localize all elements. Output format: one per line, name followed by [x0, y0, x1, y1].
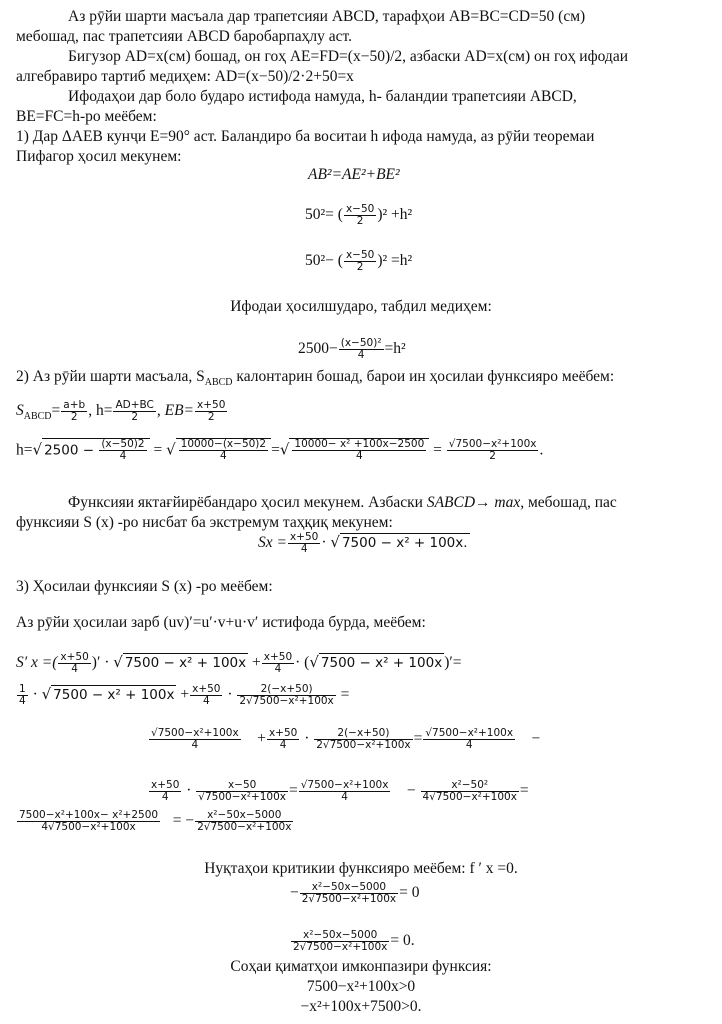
- transform-intro: Ифодаи ҳосилшударо, табдил медиҳем:: [230, 298, 492, 315]
- section-1-line-2: Пифагор ҳосил мекунем:: [16, 148, 182, 165]
- fraction: $\frac{\text{√7500−x²+100x}}{4}$: [300, 779, 389, 803]
- fraction: $\frac{2(-x+50)}{\text{2√7500−x²+100x}}$: [239, 683, 334, 707]
- para-3-line-2: BE=FC=h-ро меёбем:: [16, 108, 157, 125]
- fraction: $\frac{x-50}{2}$: [345, 249, 375, 273]
- section-1-line-1: 1) Дар ΔAEB кунҷи E=90° аст. Баландиро ба воситаи h ифода намуда, аз рӯйи теоремаи: [16, 128, 595, 145]
- fraction: $\frac{x-50}{\text{√7500−x²+100x}}$: [198, 779, 286, 803]
- fraction: $\frac{\text{x²−50x−5000}}{\text{2√7500−x²+100x}}$: [197, 809, 292, 833]
- para-1-line-2: мебошад, пас трапетсияи ABCD баробарпаҳлу аст.: [16, 28, 352, 45]
- sx-formula: Sx = $\frac{x+50}{4}$ · √ 7500 − x² + 100x.: [258, 531, 468, 555]
- derivative-line-1: S′ x =( $\frac{x+50}{4}$ )′ · √ 7500 − x² + 100x + $\frac{x+50}{4}$ · (√ 7500 − x² + 100x )′=: [16, 651, 462, 675]
- fraction: $\frac{\text{x²−50x−5000}}{\text{2√7500−x²+100x}}$: [301, 881, 397, 905]
- fraction: $\frac{2(-x+50)}{\text{2√7500−x²+100x}}$: [316, 727, 411, 751]
- domain-inequality-1: 7500−x²+100x>0: [306, 978, 416, 995]
- derivative-line-4: $\frac{x+50}{4}$ · $\frac{x-50}{\text{√7500−x²+100x}}$ = $\frac{\text{√7500−x²+100x}}{4}$ − $\frac{\text{x²−50²}}{\text{4√7500−x²+100x}}$ =: [151, 779, 529, 803]
- derivative-line-3: $\frac{\text{√7500−x²+100x}}{4}$ + $\frac{x+50}{4}$ · $\frac{2(-x+50)}{\text{2√7500−x²+100x}}$ = $\frac{\text{√7500−x²+100x}}{4}$ −: [151, 727, 541, 751]
- para-4-line-2: функсияи S (x) -ро нисбат ба экстремум таҳқиқ мекунем:: [16, 514, 393, 531]
- fraction: $\frac{1}{4}$: [19, 683, 26, 707]
- area-formula: $S_{ABCD}=$ $\frac{a+b}{2}$ , h= $\frac{AD+BC}{2}$ , EB= $\frac{x+50}{2}$: [16, 399, 226, 423]
- fraction: $\frac{x+50}{4}$: [268, 727, 298, 751]
- fraction: $\frac{\text{√7500−x²+100x}}{4}$: [425, 727, 514, 751]
- para-2-line-2: алгебравиро тартиб медиҳем: AD=(x−50)/2·2+50=x: [16, 68, 354, 85]
- derivative-line-2: $\frac{1}{4}$ · √ 7500 − x² + 100x + $\frac{x+50}{4}$ · $\frac{2(-x+50)}{\text{2√7500−x²+100x}}$ =: [19, 683, 350, 707]
- fraction: $\frac{\text{(x−50)²}}{4}$: [340, 337, 382, 361]
- critical-equation-2: $\frac{\text{x²−50x−5000}}{\text{2√7500−x²+100x}}$ = 0.: [293, 929, 415, 953]
- fraction: $\frac{\text{7500−x²+100x− x²+2500}}{\text{4√7500−x²+100x}}$: [19, 809, 159, 833]
- fraction: $\frac{x+50}{4}$: [60, 651, 89, 675]
- pythagoras-equation: AB²=AE²+BE²: [308, 166, 400, 183]
- equation-3: 50²− ( $\frac{x-50}{2}$ )² =h²: [305, 249, 413, 273]
- equation-2: 50²= ( $\frac{x-50}{2}$ )² +h²: [305, 203, 413, 227]
- fraction: $\frac{\text{√7500−x²+100x}}{2}$: [448, 438, 537, 463]
- fraction: $\frac{x+50}{2}$: [197, 399, 226, 423]
- product-rule: Аз рӯйи ҳосилаи зарб (uv)′=u′·v+u·v′ истифода бурда, меёбем:: [16, 614, 426, 631]
- critical-equation-1: − $\frac{\text{x²−50x−5000}}{\text{2√7500−x²+100x}}$ = 0: [290, 881, 420, 905]
- para-2-line-1: Бигузор AD=x(см) бошад, он гоҳ AE=FD=(x−50)/2, азбаски AD=x(см) он гоҳ ифодаи: [68, 48, 628, 65]
- critical-points-intro: Нуқтаҳои критикии функсияро меёбем: f ′ x =0.: [204, 860, 518, 877]
- domain-inequality-2: −x²+100x+7500>0.: [300, 998, 422, 1015]
- fraction: $\frac{10000-(x-50)2}{4}$: [180, 438, 267, 462]
- para-1-line-1: Аз рӯйи шарти масъала дар трапетсияи ABCD, тарафҳои AB=BC=CD=50 (см): [68, 8, 586, 25]
- fraction: $\frac{\text{10000− x² +100x−2500}}{4}$: [294, 438, 425, 462]
- fraction: $\frac{\text{x²−50²}}{\text{4√7500−x²+100x}}$: [422, 779, 517, 803]
- fraction: $\frac{a+b}{2}$: [63, 399, 86, 423]
- fraction: $\frac{\text{√7500−x²+100x}}{4}$: [151, 727, 239, 751]
- domain-intro: Соҳаи қиматҳои имконпазири функсия:: [230, 958, 492, 975]
- equation-4: 2500− $\frac{\text{(x−50)²}}{4}$ =h²: [298, 337, 406, 361]
- fraction: $\frac{x+50}{4}$: [192, 683, 221, 707]
- fraction: $\frac{AD+BC}{2}$: [115, 399, 154, 423]
- section-3-title: 3) Ҳосилаи функсияи S (x) -ро меёбем:: [16, 578, 273, 595]
- fraction: $\frac{x+50}{4}$: [289, 531, 319, 555]
- derivative-line-5: $\frac{\text{7500−x²+100x− x²+2500}}{\text{4√7500−x²+100x}}$ = − $\frac{\text{x²−50x−5000}}{\text{2√7500−x²+100x}}$: [19, 809, 292, 833]
- fraction: $\frac{(x-50)2}{4}$: [101, 438, 145, 462]
- section-2-line-1: 2) Аз рӯйи шарти масъала, $S_{ABCD}$ калонтарин бошад, барои ин ҳосилаи функсияро меёбем:: [16, 368, 615, 389]
- fraction: $\frac{\text{x²−50x−5000}}{\text{2√7500−x²+100x}}$: [293, 929, 388, 953]
- fraction: $\frac{x-50}{2}$: [345, 203, 375, 227]
- para-4-line-1: Функсияи яктағйирёбандаро ҳосил мекунем. Азбаски SABCD→ max, мебошад, пас: [68, 494, 617, 511]
- para-3-line-1: Ифодаҳои дар боло бударо истифода намуда, h- баландии трапетсияи ABCD,: [68, 88, 577, 105]
- fraction: $\frac{x+50}{4}$: [151, 779, 180, 803]
- height-chain: h=√ 2500 − $\frac{(x-50)2}{4}$ = √ $\frac{10000-(x-50)2}{4}$ =√ $\frac{\text{10000− x² +100x−2500}}{4}$ = $\frac{\text{√7500−x²+100x}}{2}$ .: [16, 438, 544, 463]
- fraction: $\frac{x+50}{4}$: [263, 651, 293, 675]
